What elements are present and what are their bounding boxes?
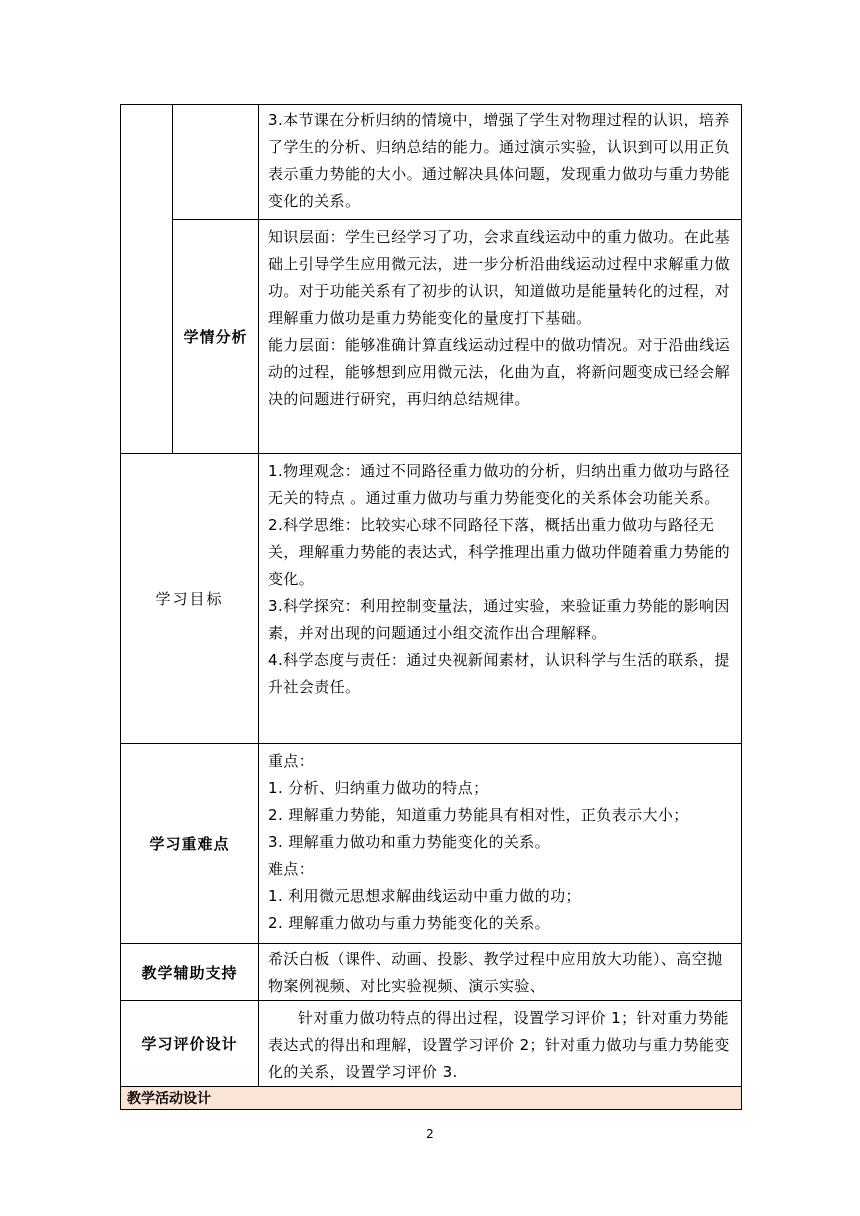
page-number: 2 [426, 1127, 434, 1141]
key-points-cell [259, 744, 742, 944]
difficulty-item: 1. 利用微元思想求解曲线运动中重力做的功； [268, 887, 581, 905]
ability-paragraph: 能力层面：能够准确计算直线运动过程中的做功情况。对于沿曲线运动的过程，能够想到应用微元法，化曲为直，将新问题变成已经会解决的问题进行研究，再归纳总结规律。 [268, 336, 731, 408]
focus-item: 3. 理解重力做功和重力势能变化的关系。 [268, 833, 551, 851]
evaluation-text: 针对重力做功特点的得出过程，设置学习评价 1；针对重力势能表达式的得出和理解，设置学习评价 2；针对重力做功与重力势能变化的关系，设置学习评价 3. [268, 1009, 730, 1081]
student-analysis-label: 学情分析 [173, 220, 259, 454]
focus-item: 1. 分析、归纳重力做功的特点； [268, 779, 489, 797]
focus-title: 重点： [268, 752, 315, 770]
support-label: 教学辅助支持 [121, 944, 259, 1001]
intro-row [121, 105, 742, 220]
difficulty-item: 2. 理解重力做功与重力势能变化的关系。 [268, 914, 551, 932]
objective-item: 4.科学态度与责任：通过央视新闻素材，认识科学与生活的联系，提升社会责任。 [268, 651, 730, 696]
objectives-row [121, 454, 742, 744]
evaluation-label: 学习评价设计 [121, 1001, 259, 1087]
evaluation-cell [259, 1001, 742, 1087]
intro-paragraph: 3.本节课在分析归纳的情境中，增强了学生对物理过程的认识，培养了学生的分析、归纳总结的能力。通过演示实验，认识到可以用正负表示重力势能的大小。通过解决具体问题，发现重力做功与重力势能变化的关系。 [268, 111, 731, 210]
support-text: 希沃白板（课件、动画、投影、教学过程中应用放大功能）、高空抛物案例视频、对比实验视频、演示实验、 [268, 950, 723, 995]
lesson-plan-table [120, 104, 742, 1110]
empty-label-cell [173, 105, 259, 220]
objectives-cell [259, 454, 742, 744]
objective-item: 1.物理观念：通过不同路径重力做功的分析，归纳出重力做功与路径无关的特点 。通过重力做功与重力势能变化的关系体会功能关系。 [268, 462, 730, 507]
left-empty-cell [121, 105, 173, 454]
objectives-label: 学习目标 [121, 454, 259, 744]
key-points-row [121, 744, 742, 944]
objective-item: 3.科学探究：利用控制变量法，通过实验，来验证重力势能的影响因素，并对出现的问题通过小组交流作出合理解释。 [268, 597, 730, 642]
activity-header: 教学活动设计 [121, 1087, 742, 1110]
support-row [121, 944, 742, 1001]
key-points-label: 学习重难点 [121, 744, 259, 944]
focus-item: 2. 理解重力势能，知道重力势能具有相对性，正负表示大小； [268, 806, 689, 824]
intro-cell [259, 105, 742, 220]
evaluation-row [121, 1001, 742, 1087]
knowledge-paragraph: 知识层面：学生已经学习了功，会求直线运动中的重力做功。在此基础上引导学生应用微元法，进一步分析沿曲线运动过程中求解重力做功。对于功能关系有了初步的认识，知道做功是能量转化的过程，对理解重力做功是重力势能变化的量度打下基础。 [268, 228, 731, 327]
student-analysis-row [121, 220, 742, 454]
objective-item: 2.科学思维：比较实心球不同路径下落，概括出重力做功与路径无关，理解重力势能的表达式，科学推理出重力做功伴随着重力势能的变化。 [268, 516, 731, 588]
difficulty-title: 难点： [268, 860, 315, 878]
support-cell [259, 944, 742, 1001]
student-analysis-cell [259, 220, 742, 454]
activity-header-row [121, 1087, 742, 1110]
